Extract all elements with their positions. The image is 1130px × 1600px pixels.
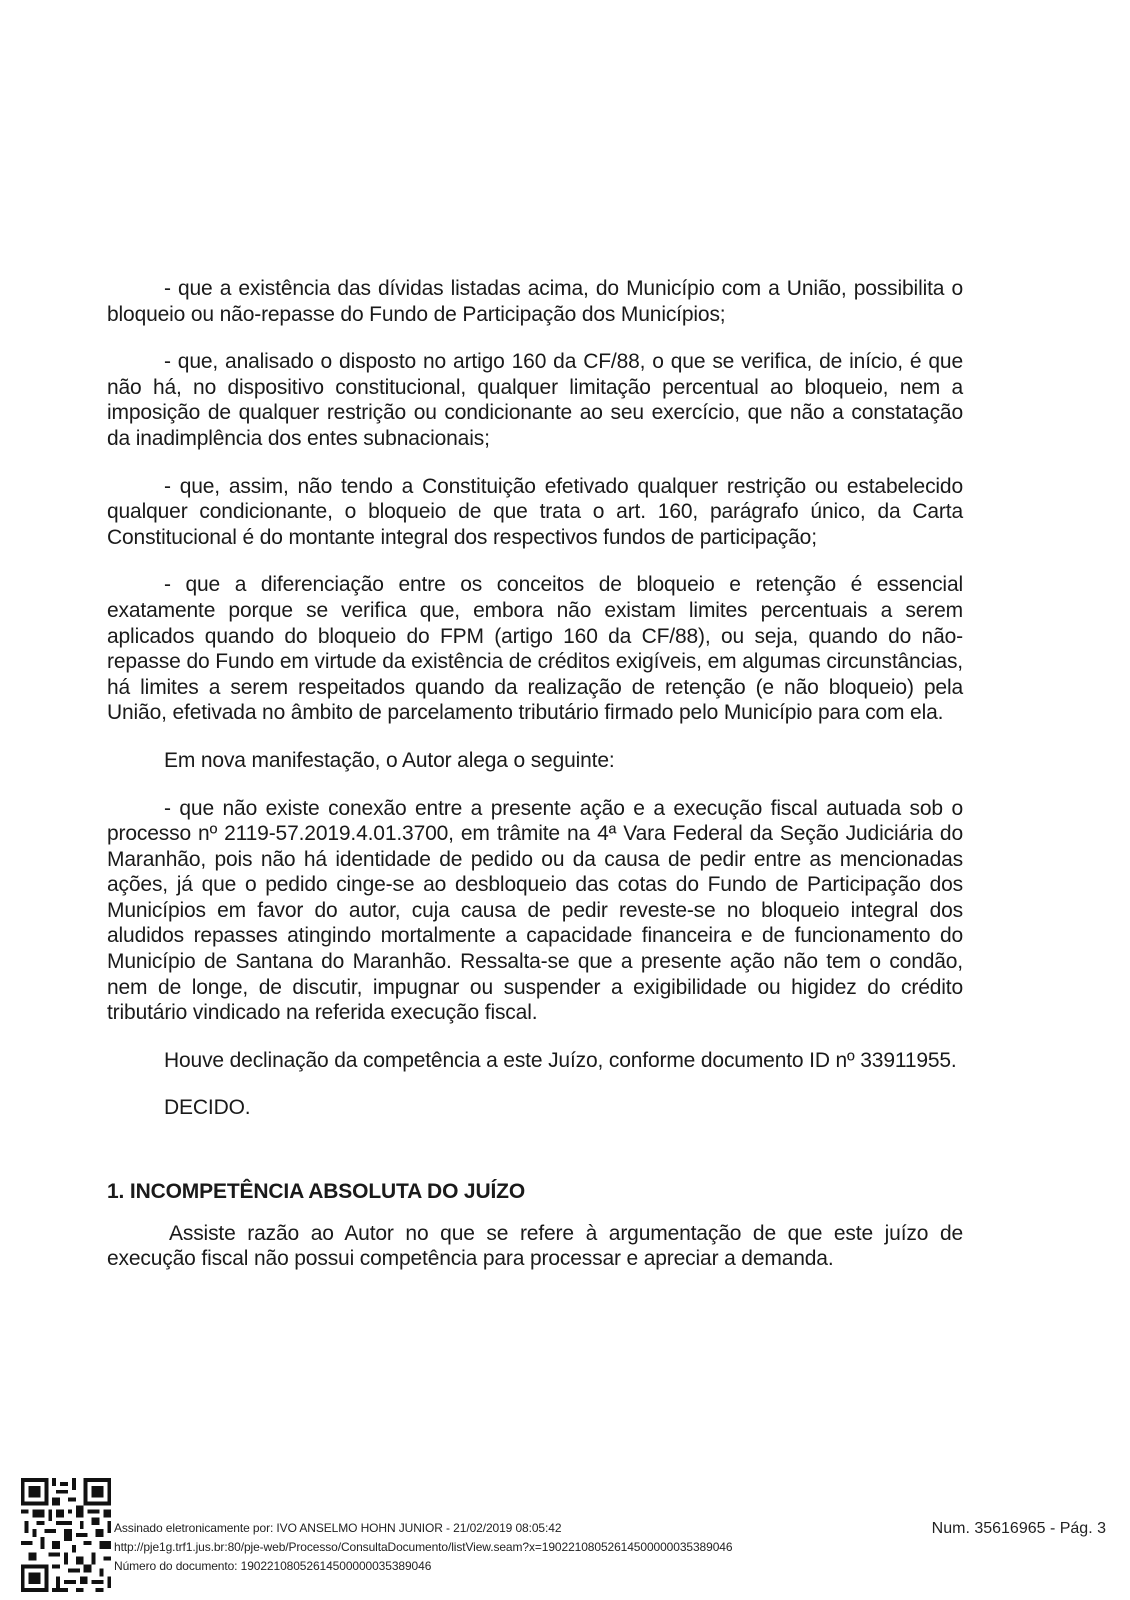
paragraph-5: Em nova manifestação, o Autor alega o seguinte: xyxy=(164,748,615,772)
paragraph-3: - que, assim, não tendo a Constituição efetivado qualquer restrição ou estabelecido qualquer condicionante, o bloqueio de que trata o art. 160, parágrafo único, da Carta Constitucional é do montante integral dos respectivos fundos de participação; xyxy=(107,474,963,549)
section-paragraph: Assiste razão ao Autor no que se refere à argumentação de que este juízo de execução fiscal não possui competência para processar e apreciar a demanda. xyxy=(107,1221,963,1271)
document-number: Número do documento: 19022108052614500000035389046 xyxy=(114,1559,432,1573)
paragraph-6: - que não existe conexão entre a presente ação e a execução fiscal autuada sob o processo nº 2119-57.2019.4.01.3700, em trâmite na 4ª Vara Federal da Seção Judiciária do Maranhão, pois não há identidade de pedido ou da causa de pedir entre as mencionadas ações, já que o pedido cinge-se ao desbloqueio das cotas do Fundo de Participação dos Municípios em favor do autor, cuja causa de pedir reveste-se no bloqueio integral dos aludidos repasses atingindo mortalmente a capacidade financeira e de funcionamento do Município de Santana do Maranhão. Ressalta-se que a presente ação não tem o condão, nem de longe, de discutir, impugnar ou suspender a exigibilidade ou higidez do crédito tributário vindicado na referida execução fiscal. xyxy=(107,796,963,1025)
paragraph-7: Houve declinação da competência a este Juízo, conforme documento ID nº 33911955. xyxy=(164,1048,957,1072)
paragraph-4: - que a diferenciação entre os conceitos de bloqueio e retenção é essencial exatamente porque se verifica que, embora não existam limites percentuais a serem aplicados quando do bloqueio do FPM (artigo 160 da CF/88), ou seja, quando do não-repasse do Fundo em virtude da existência de créditos exigíveis, em algumas circunstâncias, há limites a serem respeitados quando da realização de retenção (e não bloqueio) pela União, efetivada no âmbito de parcelamento tributário firmado pelo Município para com ela. xyxy=(107,573,963,725)
qr-code-icon xyxy=(20,1478,112,1592)
paragraph-2: - que, analisado o disposto no artigo 160 da CF/88, o que se verifica, de início, é que não há, no dispositivo constitucional, qualquer limitação percentual ao bloqueio, nem a imposição de qualquer restrição ou condicionante ao seu exercício, que não a constatação da inadimplência dos entes subnacionais; xyxy=(107,350,963,450)
signature-footer xyxy=(0,1478,1130,1600)
signature-info xyxy=(114,1519,732,1576)
paragraph-1: - que a existência das dívidas listadas acima, do Município com a União, possibilita o bloqueio ou não-repasse do Fundo de Participação dos Municípios; xyxy=(107,277,963,326)
section-heading: 1. INCOMPETÊNCIA ABSOLUTA DO JUÍZO xyxy=(107,1180,526,1204)
document-url[interactable]: http://pje1g.trf1.jus.br:80/pje-web/Processo/ConsultaDocumento/listView.seam?x=19022108052614500000035389046 xyxy=(114,1540,733,1554)
page-number: Num. 35616965 - Pág. 3 xyxy=(931,1520,1106,1537)
signature-line: Assinado eletronicamente por: IVO ANSELMO HOHN JUNIOR - 21/02/2019 08:05:42 xyxy=(114,1521,562,1535)
paragraph-decide: DECIDO. xyxy=(164,1096,251,1120)
document-body xyxy=(107,276,963,1294)
